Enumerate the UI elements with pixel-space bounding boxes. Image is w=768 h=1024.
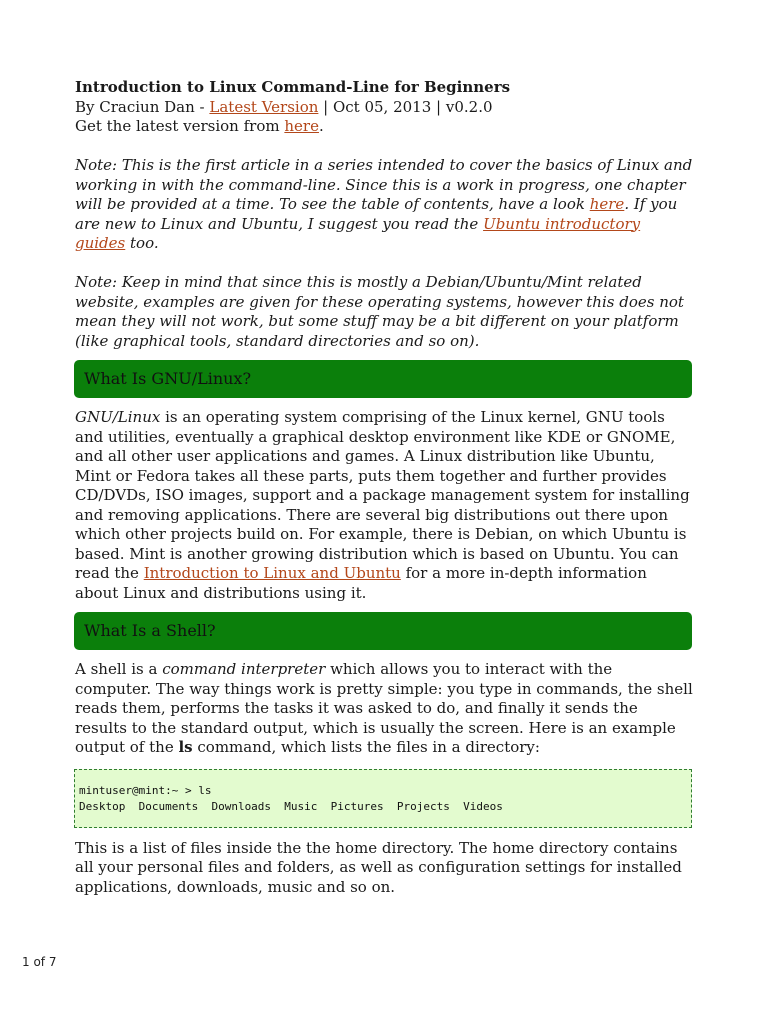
section-heading-gnu-linux: What Is GNU/Linux?: [74, 360, 692, 398]
section-heading-shell: What Is a Shell?: [74, 612, 692, 650]
note-intro: Note: This is the first article in a series intended to cover the basics of Linux and working in with the command-line. Since this is a work in progress, one chapter will be provided at a time. To see the table of contents, have a look here. If you are new to Linux and Ubuntu, I suggest you read the Ubuntu introductory guides too.: [75, 156, 693, 252]
code-line: Desktop Documents Downloads Music Pictures Projects Videos: [79, 799, 503, 813]
toc-here-link[interactable]: here: [589, 195, 625, 213]
ubuntu-guides-link[interactable]: Ubuntu introductory guides: [75, 214, 641, 252]
page-indicator: 1 of 7: [22, 955, 57, 969]
get-latest-line: Get the latest version from here.: [75, 117, 324, 135]
shell-paragraph: A shell is a command interpreter which allows you to interact with the computer. The way things work is pretty simple: you type in commands, the shell reads them, performs the tasks it was asked to do, and finally it sends the results to the standard output, which is usually the screen. Here is an example output of the ls command, which lists the files in a directory:: [75, 660, 693, 756]
here-link[interactable]: here: [284, 117, 319, 135]
document-title: Introduction to Linux Command-Line for Beginners: [75, 78, 511, 96]
code-line: mintuser@mint:~ > ls: [79, 783, 212, 797]
document-page: [75, 78, 693, 897]
intro-linux-ubuntu-link[interactable]: Introduction to Linux and Ubuntu: [143, 564, 401, 582]
latest-version-link[interactable]: Latest Version: [209, 97, 319, 116]
home-directory-paragraph: This is a list of files inside the the home directory. The home directory contains all your personal files and folders, as well as configuration settings for installed applications, downloads, music and so on.: [75, 838, 682, 896]
byline: By Craciun Dan - Latest Version | Oct 05, 2013 | v0.2.0: [75, 97, 493, 116]
note-platform: Note: Keep in mind that since this is mostly a Debian/Ubuntu/Mint related website, examples are given for these operating systems, however this does not mean they will not work, but some stuff may be a bit different on your platform (like graphical tools, standard directories and so on).: [75, 273, 684, 350]
gnu-linux-paragraph: GNU/Linux is an operating system comprising of the Linux kernel, GNU tools and utilities, eventually a graphical desktop environment like KDE or GNOME, and all other user applications and games. A Linux distribution like Ubuntu, Mint or Fedora takes all these parts, puts them together and further provides CD/DVDs, ISO images, support and a package management system for installing and removing applications. There are several big distributions out there upon which other projects build on. For example, there is Debian, on which Ubuntu is based. Mint is another growing distribution which is based on Ubuntu. You can read the Introduction to Linux and Ubuntu for a more in-depth information about Linux and distributions using it.: [75, 408, 690, 602]
code-block: [74, 769, 692, 828]
